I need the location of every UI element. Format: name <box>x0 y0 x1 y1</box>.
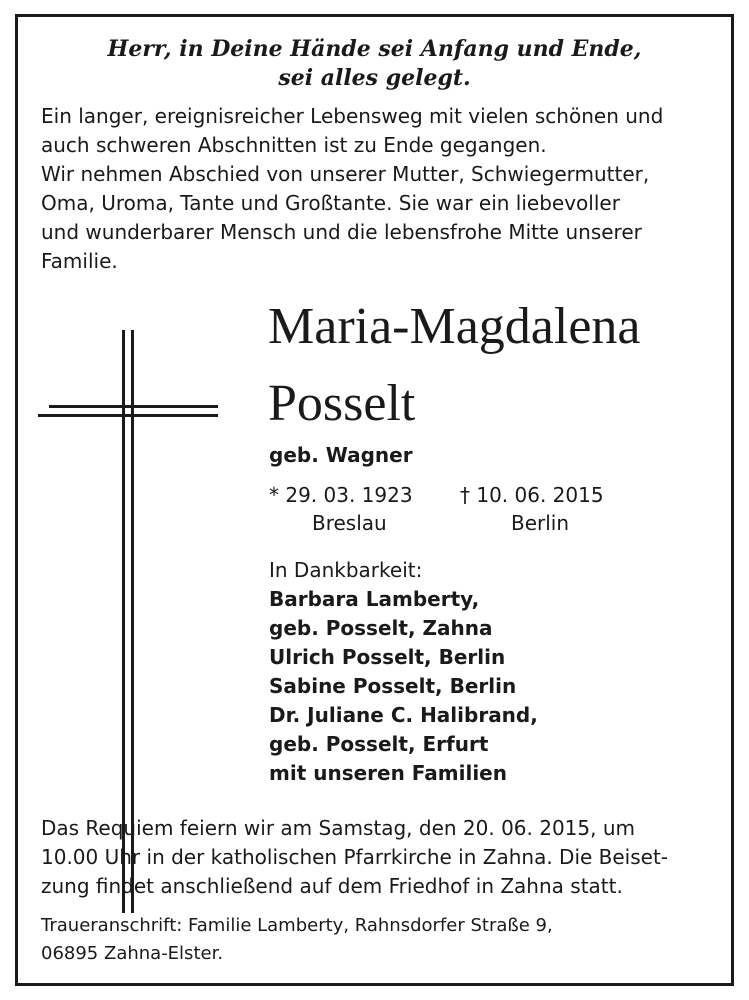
mourners-heading: In Dankbarkeit: <box>269 558 423 582</box>
mourners-block <box>269 556 709 788</box>
intro-line: Familie. <box>41 249 118 273</box>
deceased-first-name: Maria-Magdalena <box>268 298 641 355</box>
address-block <box>41 912 721 968</box>
requiem-line: 10.00 Uhr in der katholischen Pfarrkirche in Zahna. Die Beiset- <box>41 845 669 869</box>
mourner-line: Dr. Juliane C. Halibrand, <box>269 703 538 727</box>
maiden-name: geb. Wagner <box>269 443 413 467</box>
death-place: Berlin <box>511 511 570 535</box>
intro-line: auch schweren Abschnitten ist zu Ende gegangen. <box>41 133 547 157</box>
mourner-line: geb. Posselt, Erfurt <box>269 732 489 756</box>
birth-place: Breslau <box>312 511 387 535</box>
mourner-line: Sabine Posselt, Berlin <box>269 674 517 698</box>
motto-line-1: Herr, in Deine Hände sei Anfang und Ende, <box>107 36 642 62</box>
mourner-line: Barbara Lamberty, <box>269 587 480 611</box>
requiem-line: Das Requiem feiern wir am Samstag, den 20. 06. 2015, um <box>41 816 636 840</box>
address-line: 06895 Zahna-Elster. <box>41 943 224 964</box>
intro-paragraph <box>41 102 721 276</box>
intro-line: Ein langer, ereignisreicher Lebensweg mit vielen schönen und <box>41 104 664 128</box>
deceased-last-name: Posselt <box>268 375 416 432</box>
address-line: Traueranschrift: Familie Lamberty, Rahnsdorfer Straße 9, <box>41 915 553 936</box>
requiem-paragraph <box>41 814 731 901</box>
mourner-line: geb. Posselt, Zahna <box>269 616 493 640</box>
mourner-line: Ulrich Posselt, Berlin <box>269 645 506 669</box>
intro-line: Wir nehmen Abschied von unserer Mutter, Schwiegermutter, <box>41 162 650 186</box>
birth-date: * 29. 03. 1923 <box>269 483 413 507</box>
requiem-line: zung findet anschließend auf dem Friedhof in Zahna statt. <box>41 874 623 898</box>
intro-line: und wunderbarer Mensch und die lebensfrohe Mitte unserer <box>41 220 642 244</box>
death-date: † 10. 06. 2015 <box>460 483 604 507</box>
motto-line-2: sei alles gelegt. <box>278 65 471 91</box>
mourner-line: mit unseren Familien <box>269 761 507 785</box>
intro-line: Oma, Uroma, Tante und Großtante. Sie war ein liebevoller <box>41 191 620 215</box>
